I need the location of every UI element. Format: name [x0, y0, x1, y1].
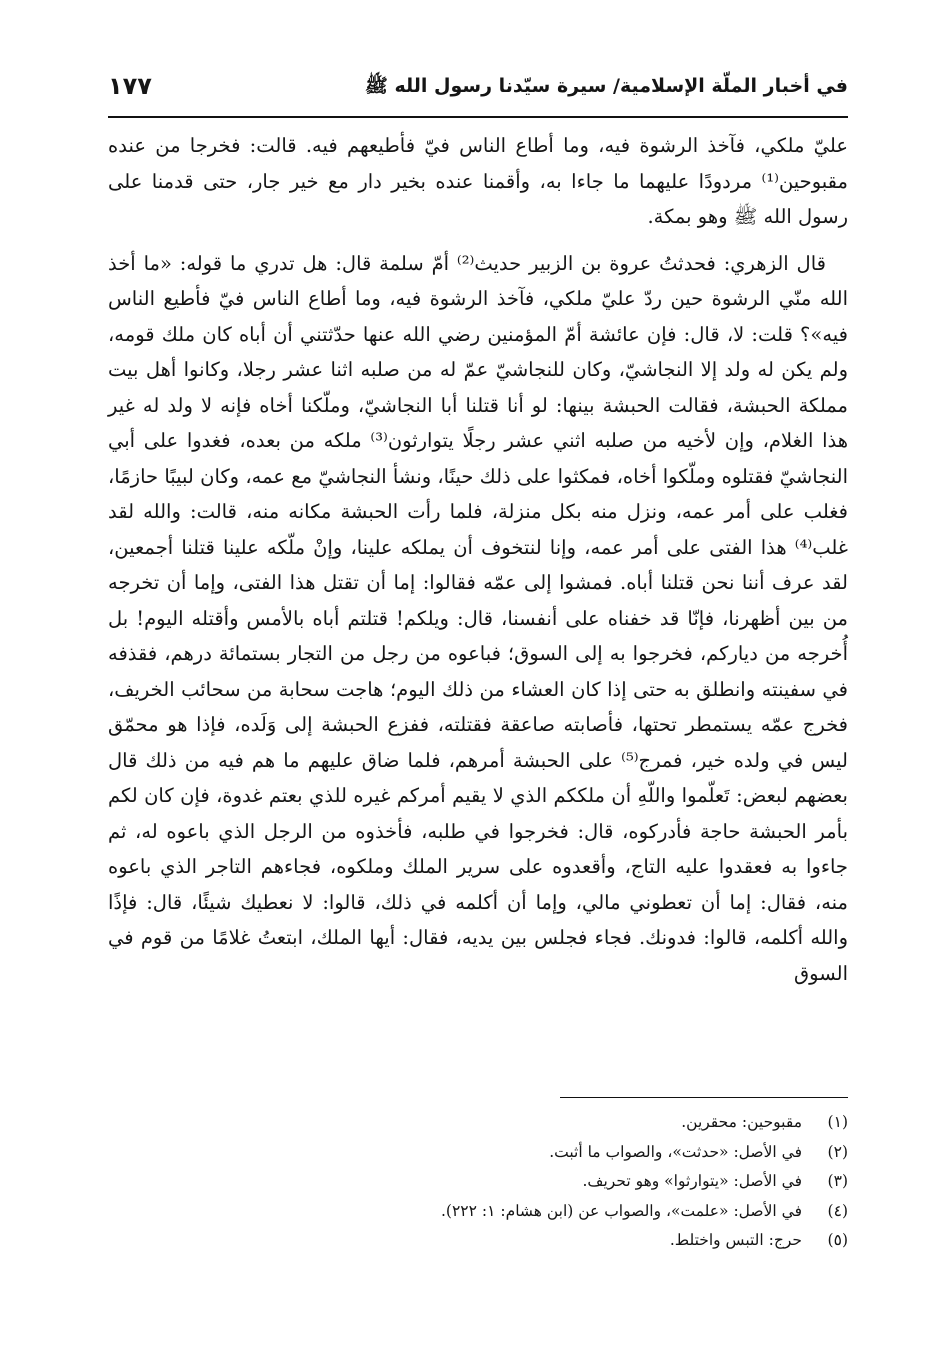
paragraph: عليّ ملكي، فآخذ الرشوة فيه، وما أطاع الناس فيّ فأطيعهم فيه. قالت: فخرجا من عنده مقبوحين⁽¹⁾ مردودًا عليهما ما جاءا به، وأقمنا عنده بخير دار مع خير جار، حتى قدمنا على رسول الله ﷺ وهو بمكة.: [108, 134, 848, 228]
header-divider: [108, 116, 848, 118]
footnote-item: [108, 1226, 848, 1256]
footnote-number: (٥): [827, 1231, 848, 1249]
footnote-text: في الأصل: «علمت»، والصواب عن (ابن هشام: ١: ٢٢٢).: [441, 1201, 802, 1220]
page-header: [108, 72, 848, 112]
footnote-item: [108, 1138, 848, 1168]
footnote-item: [108, 1197, 848, 1227]
footnote-text: في الأصل: «يتوارثوا» وهو تحريف.: [582, 1172, 802, 1190]
footnote-number: (٢): [827, 1142, 848, 1161]
page-number: ١٧٧: [108, 72, 152, 100]
footnotes: [108, 1108, 848, 1256]
paragraph: قال الزهري: فحدثتُ عروة بن الزبير حديث⁽²⁾ أمّ سلمة قال: هل تدري ما قوله: «ما أخذ الله منّي الرشوة حين ردّ عليّ ملكي، فآخذ الرشوة فيه، وما أطاع الناس فيّ فأطيع الناس فيه»؟ قلت: لا، قال: فإن عائشة أمّ المؤمنين رضي الله عنها حدّثتني أن أباه كان ملك قومه، ولم يكن له ولد إلا النجاشيّ، وكان للنجاشيّ عمّ له من صلبه اثنا عشر رجلا، وكانوا أهل بيت مملكة الحبشة، فقالت الحبشة بينها: لو أنا قتلنا أبا النجاشيّ، وملّكنا أخاه فإنه لا ولد له غير هذا الغلام، وإن لأخيه من صلبه اثني عشر رجلًا يتوارثون⁽³⁾ ملكه من بعده، فغدوا على أبي النجاشيّ فقتلوه وملّكوا أخاه، فمكثوا على ذلك حينًا، ونشأ النجاشيّ مع عمه، وكان لبيبًا حازمًا، فغلب على أمر عمه، ونزل منه بكل منزلة، فلما رأت الحبشة مكانه منه، قالت: والله لقد غلب⁽⁴⁾ هذا الفتى على أمر عمه، وإنا لنتخوف أن يملكه علينا، وإنْ ملّكه علينا قتلنا أجمعين، لقد عرف أننا نحن قتلنا أباه. فمشوا إلى عمّه فقالوا: إما أن تقتل هذا الفتى، وإما أن تخرجه من بين أظهرنا، فإنّا قد خفناه على أنفسنا، قال: ويلكم! قتلتم أباه بالأمس وأقتله اليوم! بل أُخرجه من دياركم، فخرجوا به إلى السوق؛ فباعوه من رجل من التجار بستمائة درهم، فقذفه في سفينته وانطلق به حتى إذا كان العشاء من ذلك اليوم؛ هاجت سحابة من سحائب الخريف، فخرج عمّه يستمطر تحتها، فأصابته صاعقة فقتلته، ففزع الحبشة إلى وَلَده، فإذا هو محمّق ليس في ولده خير، فمرج⁽⁵⁾ على الحبشة أمرهم، فلما ضاق عليهم ما هم فيه من ذلك قال بعضهم لبعض: تَعلّموا واللّهِ أن ملككم الذي لا يقيم أمركم غيره للذي بعتم غدوة، فإن كان لكم بأمر الحبشة حاجة فأدركوه، قال: فخرجوا في طلبه، فأخذوه من الرجل الذي باعوه له، ثم جاءوا به فعقدوا عليه التاج، وأقعدوه على سرير الملك وملكوه، فجاءهم التاجر الذي باعوه منه، فقال: إما أن تعطوني مالي، وإما أن أكلمه في ذلك، قالوا: لا نعطيك شيئًا، قال: فإذًا والله أكلمه، قالوا: فدونك. فجاء فجلس بين يديه، فقال: أيها الملك، ابتعتُ غلامًا من قوم في السوق: [108, 251, 849, 985]
footnote-item: [108, 1108, 848, 1138]
footnote-text: حرج: التبس واختلط.: [669, 1231, 802, 1249]
footnote-text: مقبوحين: محقرين.: [681, 1113, 802, 1131]
running-title: في أخبار الملّة الإسلامية/ سيرة سيّدنا رسول الله ﷺ: [364, 75, 848, 97]
footnote-item: [108, 1167, 848, 1197]
footnote-number: (١): [827, 1113, 848, 1131]
footnote-number: (٣): [827, 1172, 848, 1190]
footnote-text: في الأصل: «حدثت»، والصواب ما أثبت.: [549, 1142, 802, 1161]
footnote-divider: [560, 1097, 848, 1098]
main-text: [108, 128, 848, 991]
footnote-number: (٤): [827, 1201, 848, 1220]
